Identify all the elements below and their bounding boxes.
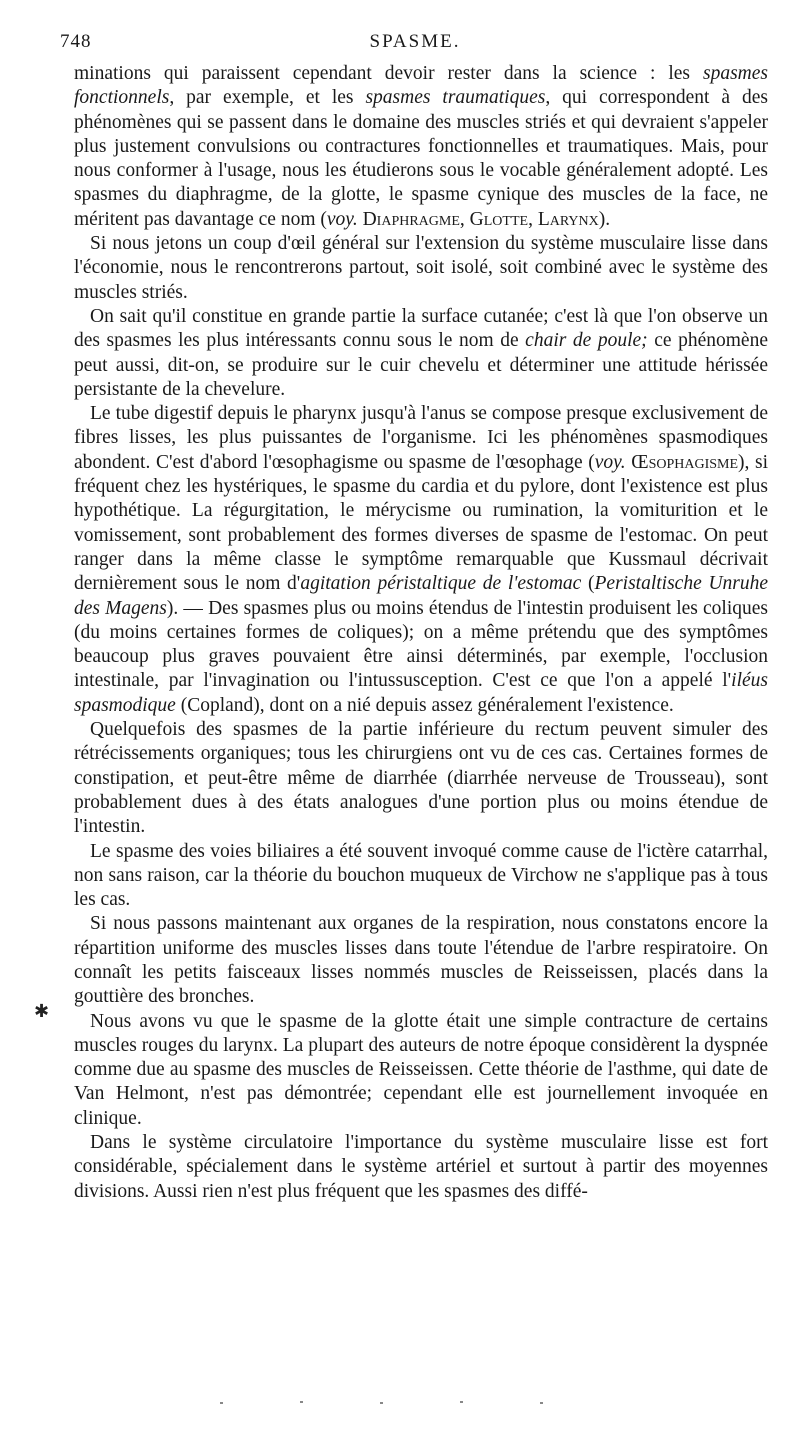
text-run: ). [598, 208, 611, 230]
page-number: 748 [60, 31, 92, 52]
running-title: SPASME. [369, 31, 461, 52]
paragraph [74, 62, 768, 232]
cross-reference: Larynx [537, 208, 599, 230]
text-run: Nous avons vu que le spasme de la glotte était une simple contracture de certains muscles rouges du larynx. La plupart des auteurs de notre époque considèrent la dyspnée comme due au spasme des muscles de Reisseissen. Cette théorie de l'asthme, qui date de Van Helmont, n'est pas démontrée; cependant elle est journellement invoquée en clinique. [74, 1010, 768, 1129]
text-run: , par exemple, et les [169, 87, 366, 109]
paragraph [74, 840, 768, 913]
speck [300, 1401, 303, 1403]
paragraph [74, 718, 768, 839]
italic-run: chair de poule; [525, 330, 648, 352]
text-run: Dans le système circulatoire l'importance du système musculaire lisse est fort considérable, spécialement dans le système artériel et surtout à partir des moyennes divisions. Aussi rien n'est plus fréquent que les spasmes des diffé- [74, 1132, 768, 1202]
running-head [60, 30, 770, 54]
text-run: ce phénomène peut aussi, dit-on, se produire sur le cuir chevelu et déterminer une attitude hérissée persistante de la chevelure. [74, 330, 768, 400]
text-run: , [459, 208, 470, 230]
text-run: , qui correspondent à des phénomènes qui se passent dans le domaine des muscles striés et qui devraient s'appeler plus justement convulsions ou contractures fonctionnelles et traumatiques. Mais, pour nous conformer à l'usage, nous les étudierons sous le vocable généralement adopté. Les spasmes du diaphragme, de la glotte, le spasme cynique des muscles de la face, ne méritent pas davantage ce nom ( [74, 87, 769, 230]
text-run: ), si fréquent chez les hystériques, le spasme du cardia et du pylore, dont l'existence est plus hypothétique. La régurgitation, le mérycisme ou rumination, la vomiturition et le vomissement, sont probablement des formes diverses de spasme de l'estomac. On peut ranger dans la même classe le symptôme remarquable que Kussmaul décrivait dernièrement sous le nom d' [74, 451, 769, 595]
paragraph [74, 305, 768, 402]
cross-reference: Œsophagisme [631, 451, 739, 473]
text-run: (Copland), dont on a nié depuis assez généralement l'existence. [175, 694, 674, 716]
italic-run: agitation péristaltique de l'estomac [300, 573, 582, 595]
text-run: Le tube digestif depuis le pharynx jusqu'à l'anus se compose presque exclusivement de fibres lisses, les plus puissantes de l'organisme. Ici les phénomènes spasmodiques abondent. C'est d'abord l'œsophagisme ou spasme de l'œsophage ( [74, 403, 768, 473]
paragraph [74, 1131, 768, 1204]
italic-run: Peristaltische Unruhe des Magens [74, 573, 769, 619]
margin-mark: ✱ [34, 1001, 50, 1021]
italic-run: spasmes fonctionnels [74, 63, 768, 109]
text-run: Si nous passons maintenant aux organes de la respiration, nous constatons encore la répartition uniforme des muscles lisses dans toute l'étendue de l'arbre respiratoire. On connaît les petits faisceaux lisses nommés muscles de Reisseissen, placés dans la gouttière des bronches. [74, 913, 768, 1008]
cross-reference: Glotte [469, 208, 529, 230]
speck [540, 1402, 543, 1404]
text-run: Le spasme des voies biliaires a été souvent invoqué comme cause de l'ictère catarrhal, non sans raison, car la théorie du bouchon muqueux de Virchow ne s'applique pas à tous les cas. [74, 840, 768, 911]
paragraph [74, 402, 768, 718]
paragraph [74, 1010, 768, 1131]
italic-run: voy. [326, 208, 358, 230]
speck [380, 1402, 383, 1404]
text-run: ( [581, 573, 595, 595]
text-run: Si nous jetons un coup d'œil général sur l'extension du système musculaire lisse dans l'économie, nous le rencontrerons partout, soit isolé, soit combiné avec le système des muscles striés. [74, 233, 768, 303]
footer-specks [200, 1398, 600, 1408]
speck [460, 1401, 463, 1403]
text-run: , [528, 208, 538, 230]
text-run: ). — Des spasmes plus ou moins étendus de l'intestin produisent les coliques (du moins certaines formes de coliques); on a même prétendu que des symptômes beaucoup plus graves pouvaient être ainsi déterminés, par exemple, l'occlusion intestinale, par l'invagination ou l'intussusception. C'est ce que l'on a appelé l' [74, 597, 769, 692]
paragraph [74, 232, 768, 305]
body-text [74, 62, 768, 1204]
italic-run: iléus spasmodique [74, 670, 768, 716]
italic-run: spasmes traumatiques [365, 87, 546, 109]
text-run: On sait qu'il constitue en grande partie la surface cutanée; c'est là que l'on observe un des spasmes les plus intéressants connu sous le nom de [74, 305, 768, 352]
cross-reference: Diaphragme [362, 208, 460, 230]
italic-run: voy. [594, 451, 626, 473]
text-run: Quelquefois des spasmes de la partie inférieure du rectum peuvent simuler des rétrécissements organiques; tous les chirurgiens ont vu de ces cas. Certaines formes de constipation, et peut-être même de diarrhée (diarrhée nerveuse de Trousseau), sont probablement dues à des états analogues d'une portion plus ou moins étendue de l'intestin. [74, 719, 768, 838]
paragraph [74, 912, 768, 1009]
text-run: minations qui paraissent cependant devoir rester dans la science : les [74, 63, 703, 84]
speck [220, 1402, 223, 1404]
